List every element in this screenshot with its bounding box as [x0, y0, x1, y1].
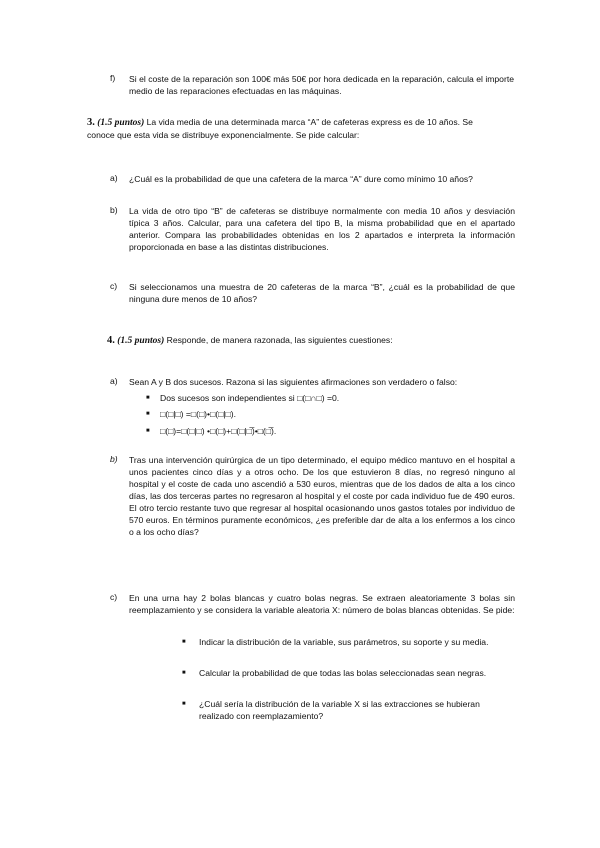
bullet-icon: ■ — [146, 411, 150, 417]
q4-c-bullet-3: ¿Cuál sería la distribución de la variable X si las extracciones se hubieran realizado con reemplazamiento? — [199, 699, 480, 721]
q4-a-bullet-3: □(□)=□(□|□) •□(□)+□(□|□̅)•□(□̅). — [160, 426, 277, 436]
q4-c-bullet-1: Indicar la distribución de la variable, sus parámetros, su soporte y su media. — [199, 637, 489, 647]
q3-c-text: Si seleccionamos una muestra de 20 cafeteras de la marca “B”, ¿cuál es la probabilidad de que ninguna dure menos de 10 años? — [129, 282, 515, 304]
q4-c-marker: c) — [110, 592, 118, 602]
bullet-icon: ■ — [146, 428, 150, 434]
q4-a-text: Sean A y B dos sucesos. Razona si las siguientes afirmaciones son verdadero o falso: — [129, 377, 458, 387]
q4-number: 4. — [107, 335, 115, 346]
bullet-icon: ■ — [182, 639, 186, 645]
bullet-icon: ■ — [146, 395, 150, 401]
bullet-icon: ■ — [182, 701, 186, 707]
q3-c-marker: c) — [110, 281, 118, 291]
q4-c-bullet-2: Calcular la probabilidad de que todas las bolas seleccionadas sean negras. — [199, 668, 487, 678]
q3-number: 3. — [87, 117, 95, 128]
q3-a-text: ¿Cuál es la probabilidad de que una cafetera de la marca “A” dure como mínimo 10 años? — [129, 174, 473, 184]
q4-c-text: En una urna hay 2 bolas blancas y cuatro bolas negras. Se extraen aleatoriamente 3 bolas sin reemplazamiento y se considera la variable aleatoria X: número de bolas blancas obtenidas. Se pide: — [129, 593, 515, 615]
part-f-marker: f) — [110, 73, 116, 83]
q4-b-marker: b) — [110, 454, 118, 464]
q3-a-marker: a) — [110, 173, 118, 183]
q4-intro — [107, 334, 507, 347]
q4-b-text: Tras una intervención quirúrgica de un tipo determinado, el equipo médico mantuvo en el hospital a unos pacientes cinco días y a otros ocho. De los que estuvieron 8 días, no regresó ninguno al hospital y el coste de cada uno ascendió a 530 euros, mientras que de los dados de alta a los cinco días, las dos terceras partes no regresaron al hospital y el coste por cada individuo fue de 490 euros. El otro tercio restante tuvo que regresar al hospital ocasionando unos gastos totales por individuo de 570 euros. En términos puramente económicos, ¿es preferible dar de alta a los enfermos a los cinco o a los ocho días? — [129, 455, 515, 537]
part-f-text: Si el coste de la reparación son 100€ más 50€ por hora dedicada en la reparación, calcula el importe medio de las reparaciones efectuadas en las máquinas. — [129, 74, 514, 96]
bullet-icon: ■ — [182, 670, 186, 676]
q3-points: (1.5 puntos) — [97, 118, 145, 128]
q3-intro — [87, 116, 492, 141]
q3-intro-text: La vida media de una determinada marca “A” de cafeteras express es de 10 años. Se conoce que esta vida se distribuye exponencialmente. Se pide calcular: — [87, 117, 473, 140]
q4-intro-text: Responde, de manera razonada, las siguientes cuestiones: — [166, 335, 393, 345]
q4-a-bullet-1: Dos sucesos son independientes si □(□∩□) =0. — [160, 393, 340, 403]
q3-b-text: La vida de otro tipo “B” de cafeteras se distribuye normalmente con media 10 años y desviación típica 3 años. Calcular, para una cafetera del tipo B, la misma probabilidad que en el apartado anterior. Compara las probabilidades obtenidas en los 2 apartados e interpreta la información proporcionada en base a las distintas distribuciones. — [129, 206, 515, 252]
q4-a-marker: a) — [110, 376, 118, 386]
q4-points: (1.5 puntos) — [117, 336, 165, 346]
q3-b-marker: b) — [110, 205, 118, 215]
q4-a-bullet-2: □(□|□) =□(□)•□(□|□). — [160, 409, 236, 419]
